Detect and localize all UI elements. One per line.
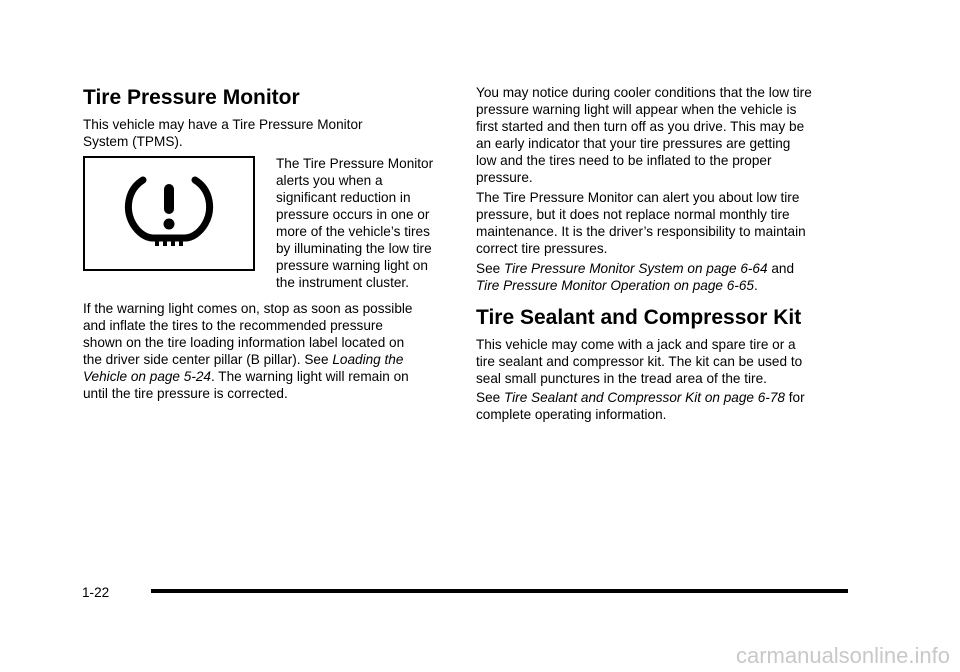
- caption-line: alerts you when a: [276, 173, 383, 188]
- paragraph-line: shown on the tire loading information label located on: [83, 335, 405, 350]
- paragraph-line: pressure.: [476, 170, 533, 185]
- tire-pressure-warning-icon: [85, 158, 253, 269]
- tpms-system-link[interactable]: Tire Pressure Monitor System on page 6-64: [503, 261, 768, 276]
- caption-line: the instrument cluster.: [276, 275, 409, 290]
- page-number: 1-22: [82, 585, 110, 600]
- paragraph-line: correct tire pressures.: [476, 241, 608, 256]
- paragraph-line: . The warning light will remain on: [210, 369, 409, 384]
- section-heading-sealant: Tire Sealant and Compressor Kit: [476, 306, 802, 329]
- caption-line: pressure warning light on: [276, 258, 428, 273]
- caption-line: The Tire Pressure Monitor: [276, 156, 434, 171]
- icon-caption: [276, 155, 456, 291]
- paragraph-line: complete operating information.: [476, 407, 667, 422]
- paragraph-line: and inflate the tires to the recommended pressure: [83, 318, 383, 333]
- footer-rule: [151, 589, 848, 593]
- paragraph-line: If the warning light comes on, stop as soon as possible: [83, 301, 413, 316]
- caption-line: more of the vehicle’s tires: [276, 224, 430, 239]
- sealant-kit-paragraph: [476, 336, 856, 387]
- loading-vehicle-link[interactable]: Loading the: [332, 352, 404, 367]
- see-suffix: for: [784, 390, 805, 405]
- paragraph-line: maintenance. It is the driver’s responsibility to maintain: [476, 224, 806, 239]
- see-mid: and: [767, 261, 795, 276]
- paragraph-line: pressure, but it does not replace normal monthly tire: [476, 207, 790, 222]
- see-prefix: See: [476, 261, 504, 276]
- paragraph-line: low and the tires need to be inflated to the proper: [476, 153, 772, 168]
- caption-line: by illuminating the low tire: [276, 241, 432, 256]
- paragraph-line: pressure warning light will appear when the vehicle is: [476, 102, 797, 117]
- warning-light-paragraph: [83, 300, 455, 402]
- paragraph-line: the driver side center pillar (B pillar). See: [83, 352, 333, 367]
- paragraph-line: tire sealant and compressor kit. The kit can be used to: [476, 354, 803, 369]
- paragraph-line: This vehicle may come with a jack and spare tire or a: [476, 337, 796, 352]
- watermark: carmanualsonline.info: [735, 643, 950, 668]
- paragraph-line: seal small punctures in the tread area of the tire.: [476, 371, 767, 386]
- not-replace-paragraph: [476, 189, 856, 257]
- paragraph-line: first started and then turn off as you drive. This may be: [476, 119, 805, 134]
- paragraph-line: You may notice during cooler conditions that the low tire: [476, 85, 812, 100]
- paragraph-line: The Tire Pressure Monitor can alert you about low tire: [476, 190, 800, 205]
- intro-line: System (TPMS).: [83, 134, 183, 149]
- tire-pressure-warning-figure: [83, 156, 255, 271]
- page-title: Tire Pressure Monitor: [83, 86, 300, 109]
- see-suffix: .: [753, 278, 758, 293]
- tpms-operation-link[interactable]: Tire Pressure Monitor Operation on page 6-65: [476, 278, 754, 293]
- see-tpms-paragraph: [476, 260, 856, 294]
- sealant-kit-link[interactable]: Tire Sealant and Compressor Kit on page 6-78: [503, 390, 785, 405]
- paragraph-line: an early indicator that your tire pressures are getting: [476, 136, 791, 151]
- cooler-conditions-paragraph: [476, 84, 856, 186]
- caption-line: pressure occurs in one or: [276, 207, 430, 222]
- loading-vehicle-link-cont[interactable]: Vehicle on page 5-24: [83, 369, 211, 384]
- intro-line: This vehicle may have a Tire Pressure Monitor: [83, 117, 363, 132]
- see-prefix: See: [476, 390, 504, 405]
- caption-line: significant reduction in: [276, 190, 411, 205]
- paragraph-line: until the tire pressure is corrected.: [83, 386, 288, 401]
- see-sealant-paragraph: [476, 389, 856, 423]
- intro-paragraph: [83, 116, 453, 150]
